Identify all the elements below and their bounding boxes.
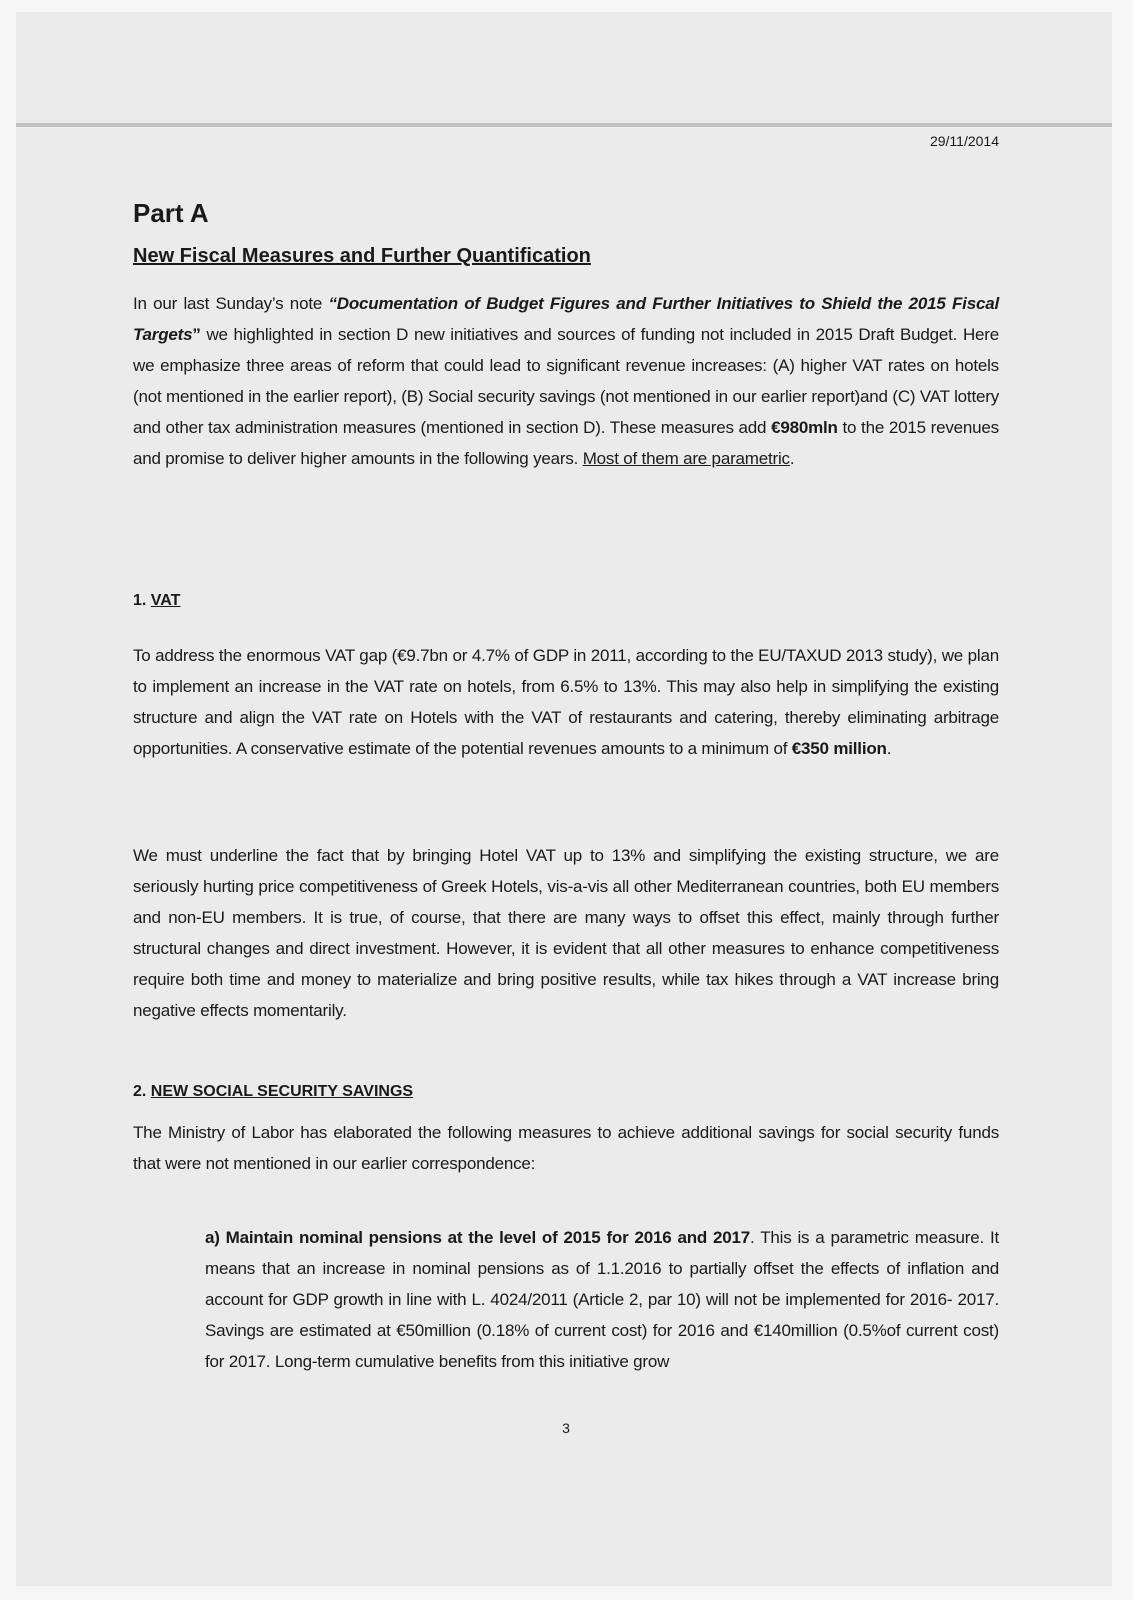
part-title: Part A — [133, 198, 209, 228]
intro-paragraph: In our last Sunday’s note “Documentation of Budget Figures and Further Initiatives to Shield the 2015 Fiscal Targets” we highlighted in section D new initiatives and sources of funding not included in 2015 Draft Budget. Here we emphasize three areas of reform that could lead to significant revenue increases: (A) higher VAT rates on hotels (not mentioned in the earlier report), (B) Social security savings (not mentioned in our earlier report)and (C) VAT lottery and other tax administration measures (mentioned in section D). These measures add €980mln to the 2015 revenues and promise to deliver higher amounts in the following years. Most of them are parametric. — [133, 294, 999, 468]
measure-a-paragraph: a) Maintain nominal pensions at the level of 2015 for 2016 and 2017. This is a parametric measure. It means that an increase in nominal pensions as of 1.1.2016 to partially offset the effects of inflation and account for GDP growth in line with L. 4024/2011 (Article 2, par 10) will not be implemented for 2016- 2017. Savings are estimated at €50million (0.18% of current cost) for 2016 and €140million (0.5%of current cost) for 2017. Long-term cumulative benefits from this initiative grow — [205, 1228, 999, 1371]
measure-a-title: a) Maintain nominal pensions at the level of 2015 for 2016 and 2017 — [205, 1228, 751, 1247]
page-number: 3 — [562, 1420, 570, 1436]
total-amount: €980mln — [771, 418, 838, 437]
section-1-heading: 1. VAT — [133, 592, 181, 609]
social-security-intro: The Ministry of Labor has elaborated the following measures to achieve additional savings for social security funds that were not mentioned in our earlier correspondence: — [133, 1123, 999, 1173]
document-date: 29/11/2014 — [929, 133, 999, 149]
section-2-heading: 2. NEW SOCIAL SECURITY SAVINGS — [133, 1083, 414, 1100]
vat-paragraph-2: We must underline the fact that by bringing Hotel VAT up to 13% and simplifying the existing structure, we are seriously hurting price competitiveness of Greek Hotels, vis-a-vis all other Mediterranean countries, both EU members and non-EU members. It is true, of course, that there are many ways to offset this effect, mainly through further structural changes and direct investment. However, it is evident that all other measures to enhance competitiveness require both time and money to materialize and bring positive results, while tax hikes through a VAT increase bring negative effects momentarily. — [133, 846, 999, 1020]
vat-revenue-amount: €350 million — [791, 739, 887, 758]
vat-paragraph-1: To address the enormous VAT gap (€9.7bn or 4.7% of GDP in 2011, according to the EU/TAXUD 2013 study), we plan to implement an increase in the VAT rate on hotels, from 6.5% to 13%. This may also help in simplifying the existing structure and align the VAT rate on Hotels with the VAT of restaurants and catering, thereby eliminating arbitrage opportunities. A conservative estimate of the potential revenues amounts to a minimum of €350 million. — [133, 646, 999, 758]
referenced-note-title: Documentation of Budget Figures and Further Initiatives to Shield the 2015 Fiscal Targets — [133, 294, 999, 344]
part-subtitle: New Fiscal Measures and Further Quantification — [133, 245, 591, 267]
parametric-note: Most of them are parametric — [582, 449, 790, 468]
scan-edge-rule — [16, 123, 1112, 127]
